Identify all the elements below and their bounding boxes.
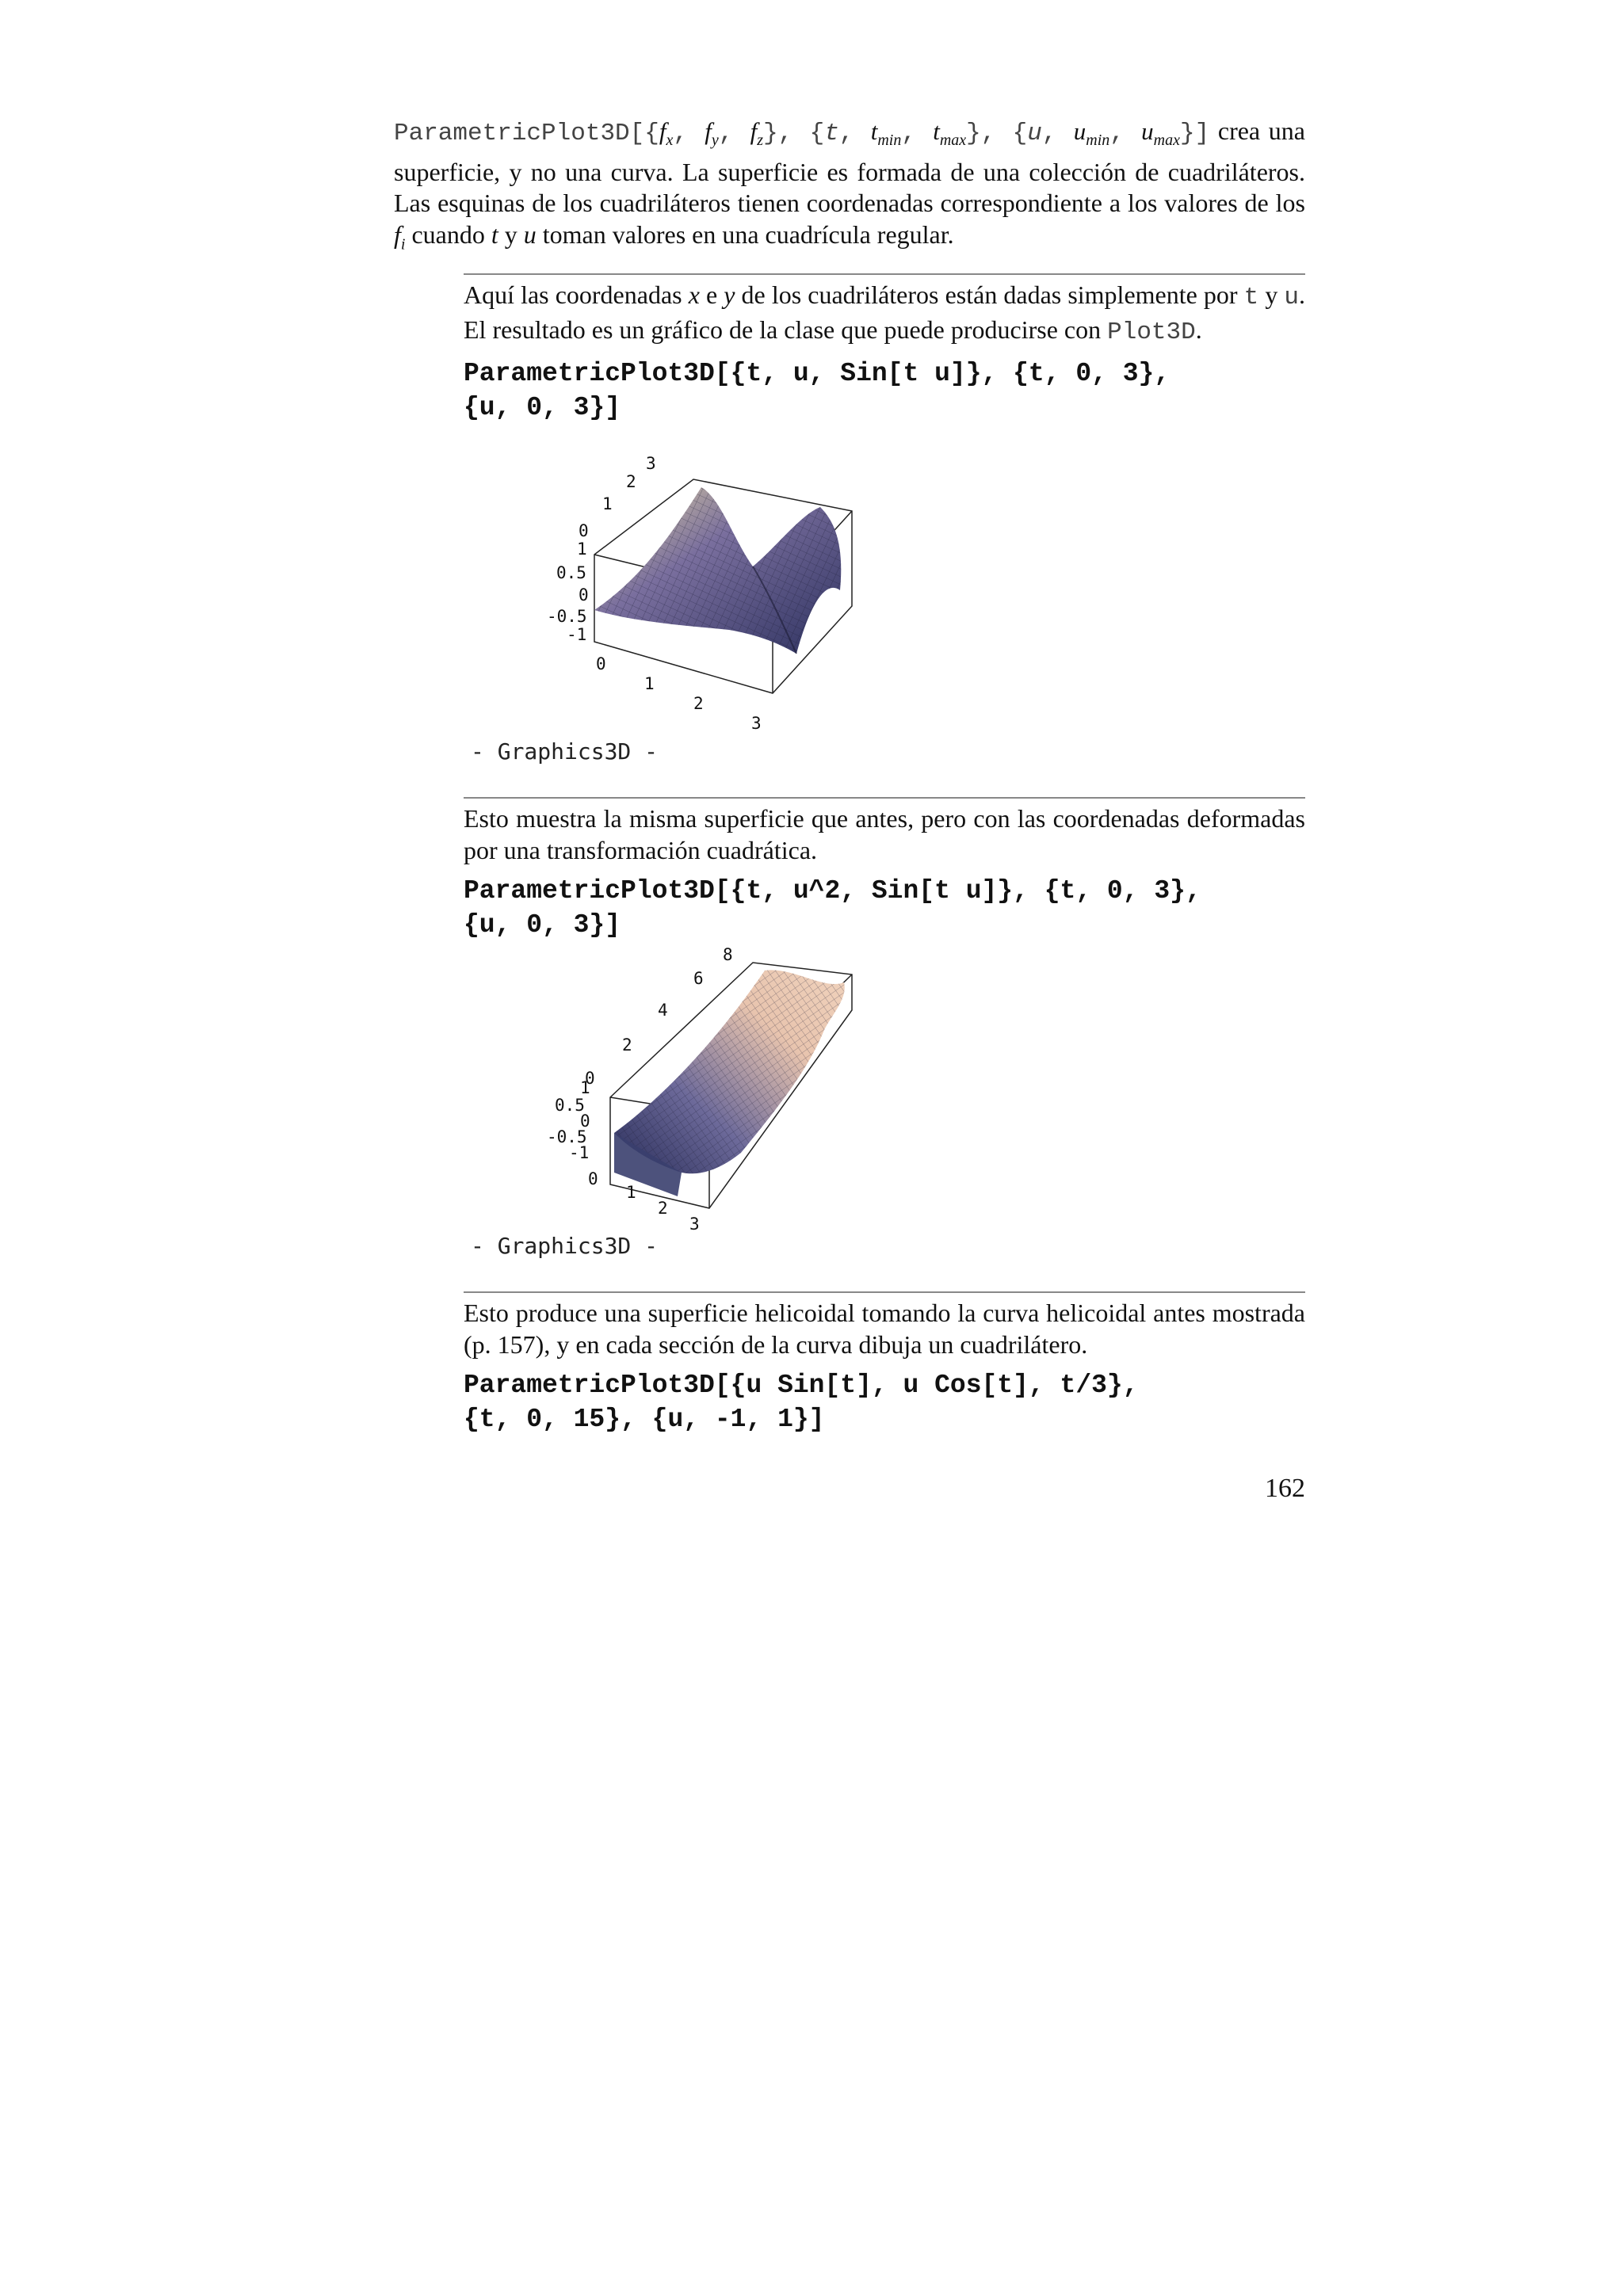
section-divider-3 bbox=[464, 1291, 1305, 1293]
tick-label: 1 bbox=[577, 540, 587, 559]
intro-function-call: $ParametricPlot3D[\{f_x$, $f_y$, $f_z$}, {t, $t_{min}$, $t_{max}$}, {u, $u_{min}$, $u_{max}$}] bbox=[394, 117, 1210, 150]
tick-label: 6 bbox=[693, 969, 704, 988]
section-1-plot bbox=[539, 452, 872, 745]
section-3-description: Esto produce una superficie helicoidal tomando la curva helicoidal antes mostrada (p. 157), y en cada sección de la curva dibuja un cuadrilátero. bbox=[464, 1299, 1305, 1359]
section-3 bbox=[464, 1297, 1305, 1436]
tick-label: 0 bbox=[596, 654, 606, 673]
section-divider-2 bbox=[464, 797, 1305, 799]
tick-label: 1 bbox=[644, 674, 655, 693]
tick-label: 2 bbox=[622, 1035, 632, 1055]
section-2-z-axis-ticks bbox=[547, 1078, 590, 1162]
section-2-plot bbox=[539, 943, 872, 1236]
tick-label: 3 bbox=[751, 714, 762, 733]
tick-label: -1 bbox=[569, 1143, 590, 1162]
section-1-top-axis-ticks bbox=[579, 454, 656, 540]
tick-label: -1 bbox=[567, 625, 587, 644]
section-1-description: Aquí las coordenadas x e y de los cuadriláteros están dadas simplemente por t y u. El resultado es un gráfico de la clase que puede producirse con Plot3D. bbox=[464, 280, 1306, 346]
tick-label: -0.5 bbox=[547, 1127, 587, 1146]
tick-label: 0 bbox=[579, 585, 589, 605]
section-1-code: ParametricPlot3D[{t, u, Sin[t u]}, {t, 0, 3}, {u, 0, 3}] bbox=[464, 359, 1170, 422]
section-2-description: Esto muestra la misma superficie que antes, pero con las coordenadas deformadas por una transformación cuadrática. bbox=[464, 804, 1305, 864]
tick-label: 1 bbox=[626, 1183, 636, 1202]
section-2-output: - Graphics3D - bbox=[471, 1233, 659, 1259]
tick-label: 0.5 bbox=[556, 563, 586, 582]
section-3-code: ParametricPlot3D[{u Sin[t], u Cos[t], t/3}, {t, 0, 15}, {u, -1, 1}] bbox=[464, 1371, 1139, 1434]
intro-paragraph: $ParametricPlot3D[\{f_x$, $f_y$, $f_z$}, {t, $t_{min}$, $t_{max}$}, {u, $u_{min}$, $u_{max}$}] crea una superficie, y no una curva. La superficie es formada de una colección de cuadriláteros. Las esquinas de los cuadriláteros tienen coordenadas correspondiente a los valores de los $f_i$ cuando t y u toman valores en una cuadrícula regular. bbox=[394, 116, 1305, 254]
tick-label: 0.5 bbox=[555, 1096, 585, 1115]
tick-label: 1 bbox=[602, 494, 613, 513]
tick-label: 4 bbox=[658, 1001, 668, 1020]
tick-label: 2 bbox=[626, 472, 636, 491]
section-1 bbox=[464, 279, 1305, 425]
section-1-z-axis-ticks bbox=[547, 540, 589, 644]
tick-label: 0 bbox=[585, 1069, 595, 1088]
tick-label: 0 bbox=[579, 521, 589, 540]
section-divider-1 bbox=[464, 273, 1305, 275]
tick-label: 1 bbox=[580, 1078, 590, 1097]
page-number: 162 bbox=[1265, 1474, 1305, 1503]
section-1-output: - Graphics3D - bbox=[471, 738, 659, 765]
tick-label: 0 bbox=[580, 1112, 590, 1131]
tick-label: 2 bbox=[693, 694, 704, 713]
section-2-surface bbox=[614, 970, 845, 1196]
section-2 bbox=[464, 803, 1305, 942]
section-2-code: ParametricPlot3D[{t, u^2, Sin[t u]}, {t, 0, 3}, {u, 0, 3}] bbox=[464, 876, 1201, 940]
tick-label: -0.5 bbox=[547, 607, 587, 626]
tick-label: 3 bbox=[689, 1215, 700, 1234]
tick-label: 3 bbox=[646, 454, 656, 473]
tick-label: 8 bbox=[723, 945, 733, 964]
tick-label: 2 bbox=[658, 1199, 668, 1218]
section-1-surface bbox=[594, 487, 841, 654]
tick-label: 0 bbox=[588, 1169, 598, 1188]
